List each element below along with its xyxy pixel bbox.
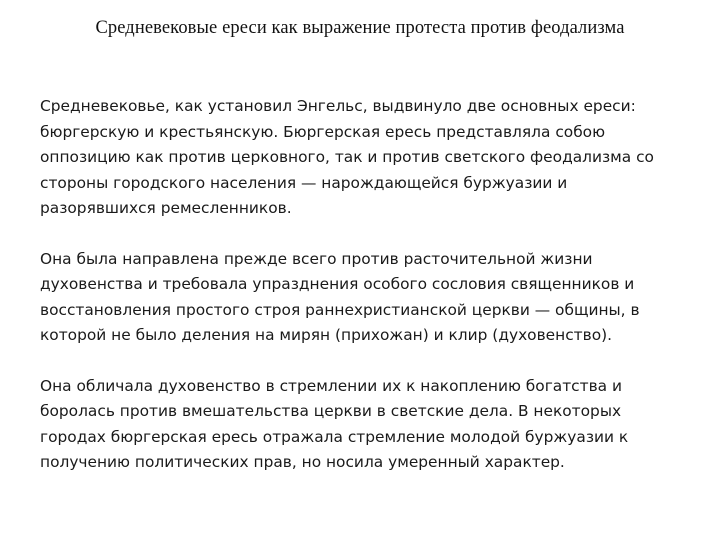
paragraph-line: получению политических прав, но носила умеренный характер.: [40, 453, 565, 471]
paragraph-line: Она была направлена прежде всего против расточительной жизни: [40, 249, 593, 268]
paragraph-3: [40, 374, 692, 476]
paragraph-line: оппозицию как против церковного, так и против светского феодализма со: [40, 148, 654, 166]
paragraph-line: стороны городского населения — нарождающейся буржуазии и: [40, 173, 568, 192]
paragraph-line: городах бюргерская ересь отражала стремление молодой буржуазии к: [40, 427, 629, 446]
paragraph-line: разорявшихся ремесленников.: [40, 199, 292, 217]
paragraph-line: восстановления простого строя раннехристианской церкви — общины, в: [40, 300, 640, 319]
paragraph-line: боролась против вмешательства церкви в светские дела. В некоторых: [40, 402, 622, 420]
slide-title: Средневековые ереси как выражение протеста против феодализма: [95, 18, 625, 38]
paragraph-line: бюргерскую и крестьянскую. Бюргерская ересь представляла собою: [40, 122, 606, 141]
paragraph-line: духовенства и требовала упразднения особого сословия священников и: [40, 275, 635, 293]
paragraph-line: которой не было деления на мирян (прихожан) и клир (духовенство).: [40, 326, 613, 344]
paragraph-1: [40, 94, 692, 222]
paragraph-line: Средневековье, как установил Энгельс, выдвинуло две основных ереси:: [40, 97, 636, 115]
slide-body: [40, 94, 692, 501]
paragraph-2: [40, 247, 692, 349]
paragraph-line: Она обличала духовенство в стремлении их к накоплению богатства и: [40, 376, 623, 395]
